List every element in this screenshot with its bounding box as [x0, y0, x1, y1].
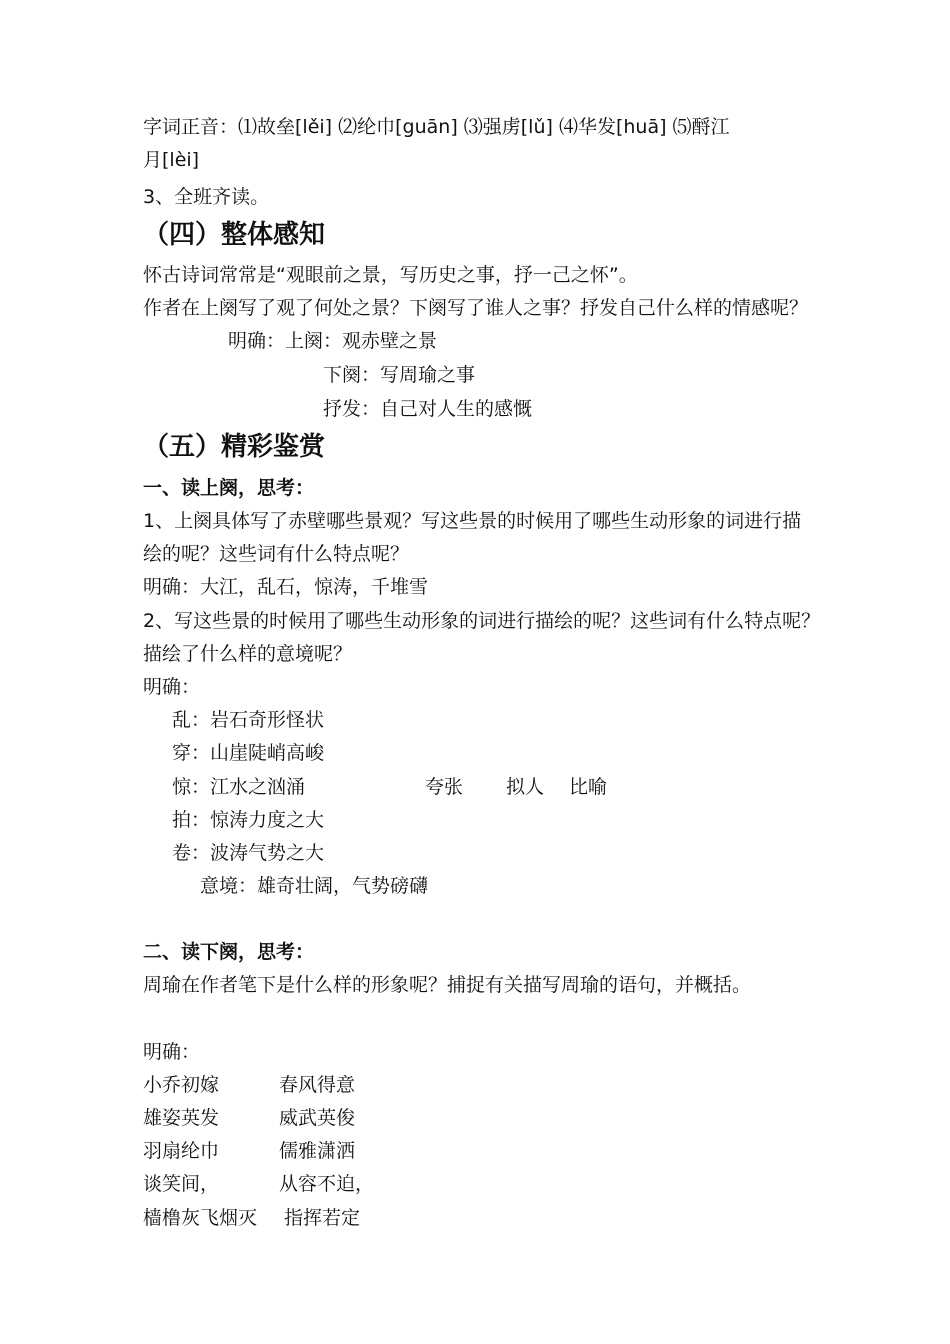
- part-1-question-2-line-1: 2、写这些景的时候用了哪些生动形象的词进行描绘的呢？这些词有什么特点呢？: [143, 610, 821, 632]
- part-1-question-2-line-2: 描绘了什么样的意境呢？: [143, 643, 353, 665]
- part-1-title: 一、读上阕，思考：: [143, 477, 315, 499]
- mood-summary: 意境：雄奇壮阔，气势磅礴: [200, 875, 429, 897]
- section-4-answer-2: 下阕：写周瑜之事: [323, 364, 476, 386]
- image-phrase: 樯橹灰飞烟灭: [143, 1207, 258, 1229]
- rhetorical-device: 比喻: [569, 776, 608, 798]
- pronunciation-line-2: 月[lèi]: [143, 149, 200, 171]
- part-1-question-1-line-1: 1、上阕具体写了赤壁哪些景观？写这些景的时候用了哪些生动形象的词进行描: [143, 510, 802, 532]
- part-2-title: 二、读下阕，思考：: [143, 941, 315, 963]
- part-1-question-1-line-2: 绘的呢？这些词有什么特点呢？: [143, 543, 410, 565]
- part-2-question: 周瑜在作者笔下是什么样的形象呢？捕捉有关描写周瑜的语句，并概括。: [143, 974, 752, 996]
- word-analysis-item: 卷：波涛气势之大: [172, 842, 325, 864]
- part-2-answer-label: 明确：: [143, 1041, 201, 1063]
- image-phrase: 小乔初嫁: [143, 1074, 220, 1096]
- section-5-heading: （五）精彩鉴赏: [143, 432, 326, 462]
- section-4-heading: （四）整体感知: [143, 220, 326, 250]
- part-1-answer-2-label: 明确：: [143, 676, 201, 698]
- section-4-answer-1: 明确：上阕：观赤壁之景: [228, 330, 438, 352]
- section-4-question: 作者在上阕写了观了何处之景？下阕写了谁人之事？抒发自己什么样的情感呢？: [143, 297, 809, 319]
- image-trait: 儒雅潇洒: [279, 1140, 356, 1162]
- pronunciation-line-1: 字词正音：⑴故垒[lěi] ⑵纶巾[guān] ⑶强虏[lǔ] ⑷华发[huā] ⑸酹江: [143, 116, 730, 138]
- image-trait: 春风得意: [279, 1074, 356, 1096]
- word-analysis-item: 乱：岩石奇形怪状: [172, 709, 325, 731]
- image-phrase: 谈笑间，: [143, 1173, 220, 1195]
- word-analysis-item: 穿：山崖陡峭高峻: [172, 742, 325, 764]
- read-aloud-instruction: 3、全班齐读。: [143, 186, 270, 208]
- part-1-answer-1: 明确：大江，乱石，惊涛，千堆雪: [143, 576, 429, 598]
- section-4-answer-3: 抒发：自己对人生的感慨: [323, 398, 533, 420]
- rhetorical-device: 夸张: [425, 776, 464, 798]
- image-phrase: 羽扇纶巾: [143, 1140, 220, 1162]
- image-trait: 从容不迫，: [279, 1173, 375, 1195]
- word-analysis-item: 惊：江水之汹涌: [172, 776, 306, 798]
- word-analysis-item: 拍：惊涛力度之大: [172, 809, 325, 831]
- section-4-intro: 怀古诗词常常是“观眼前之景，写历史之事，抒一己之怀”。: [143, 264, 638, 286]
- rhetorical-device: 拟人: [506, 776, 545, 798]
- image-phrase: 雄姿英发: [143, 1107, 220, 1129]
- image-trait: 威武英俊: [279, 1107, 356, 1129]
- image-trait: 指挥若定: [284, 1207, 361, 1229]
